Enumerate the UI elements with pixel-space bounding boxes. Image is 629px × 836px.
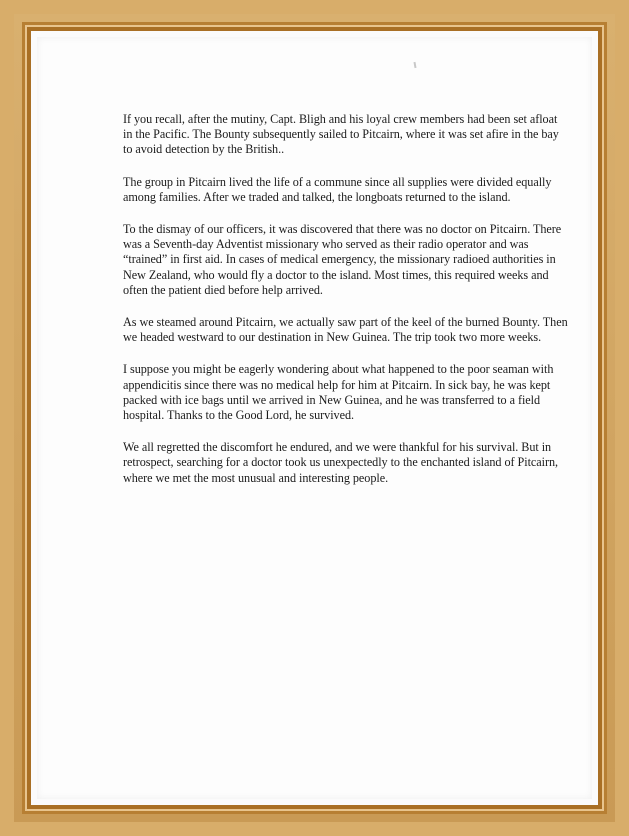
paragraph-4: As we steamed around Pitcairn, we actually saw part of the keel of the burned Bounty. Then we headed westward to our destination in New Guinea. The trip took two more weeks.: [123, 315, 568, 345]
paragraph-3: To the dismay of our officers, it was discovered that there was no doctor on Pitcairn. There was a Seventh-day Adventist missionary who served as their radio operator and was “trained” in first aid. In cases of medical emergency, the missionary radioed authorities in New Zealand, who would fly a doctor to the island. Most times, this required weeks and often the patient died before help arrived.: [123, 222, 562, 297]
paragraph-5: I suppose you might be eagerly wondering about what happened to the poor seaman with appendicitis since there was no medical help for him at Pitcairn. In sick bay, he was kept packed with ice bags until we arrived in New Guinea, and he was transferred to a field hospital. Thanks to the Good Lord, he survived.: [123, 362, 554, 423]
paragraph-6: We all regretted the discomfort he endured, and we were thankful for his survival. But in retrospect, searching for a doctor took us unexpectedly to the enchanted island of Pitcairn, where we met the most unusual and interesting people.: [123, 440, 559, 485]
document-body: [123, 112, 568, 503]
frame-inner-border: [22, 22, 607, 814]
paragraph-2: The group in Pitcairn lived the life of a commune since all supplies were divided equally among families. After we traded and talked, the longboats returned to the island.: [123, 174, 552, 204]
document-page: [37, 37, 592, 799]
paper-speck: [413, 62, 416, 68]
paragraph-1: If you recall, after the mutiny, Capt. Bligh and his loyal crew members had been set afloat in the Pacific. The Bounty subsequently sailed to Pitcairn, where it was set afire in the bay to avoid detection by the British..: [123, 112, 559, 157]
